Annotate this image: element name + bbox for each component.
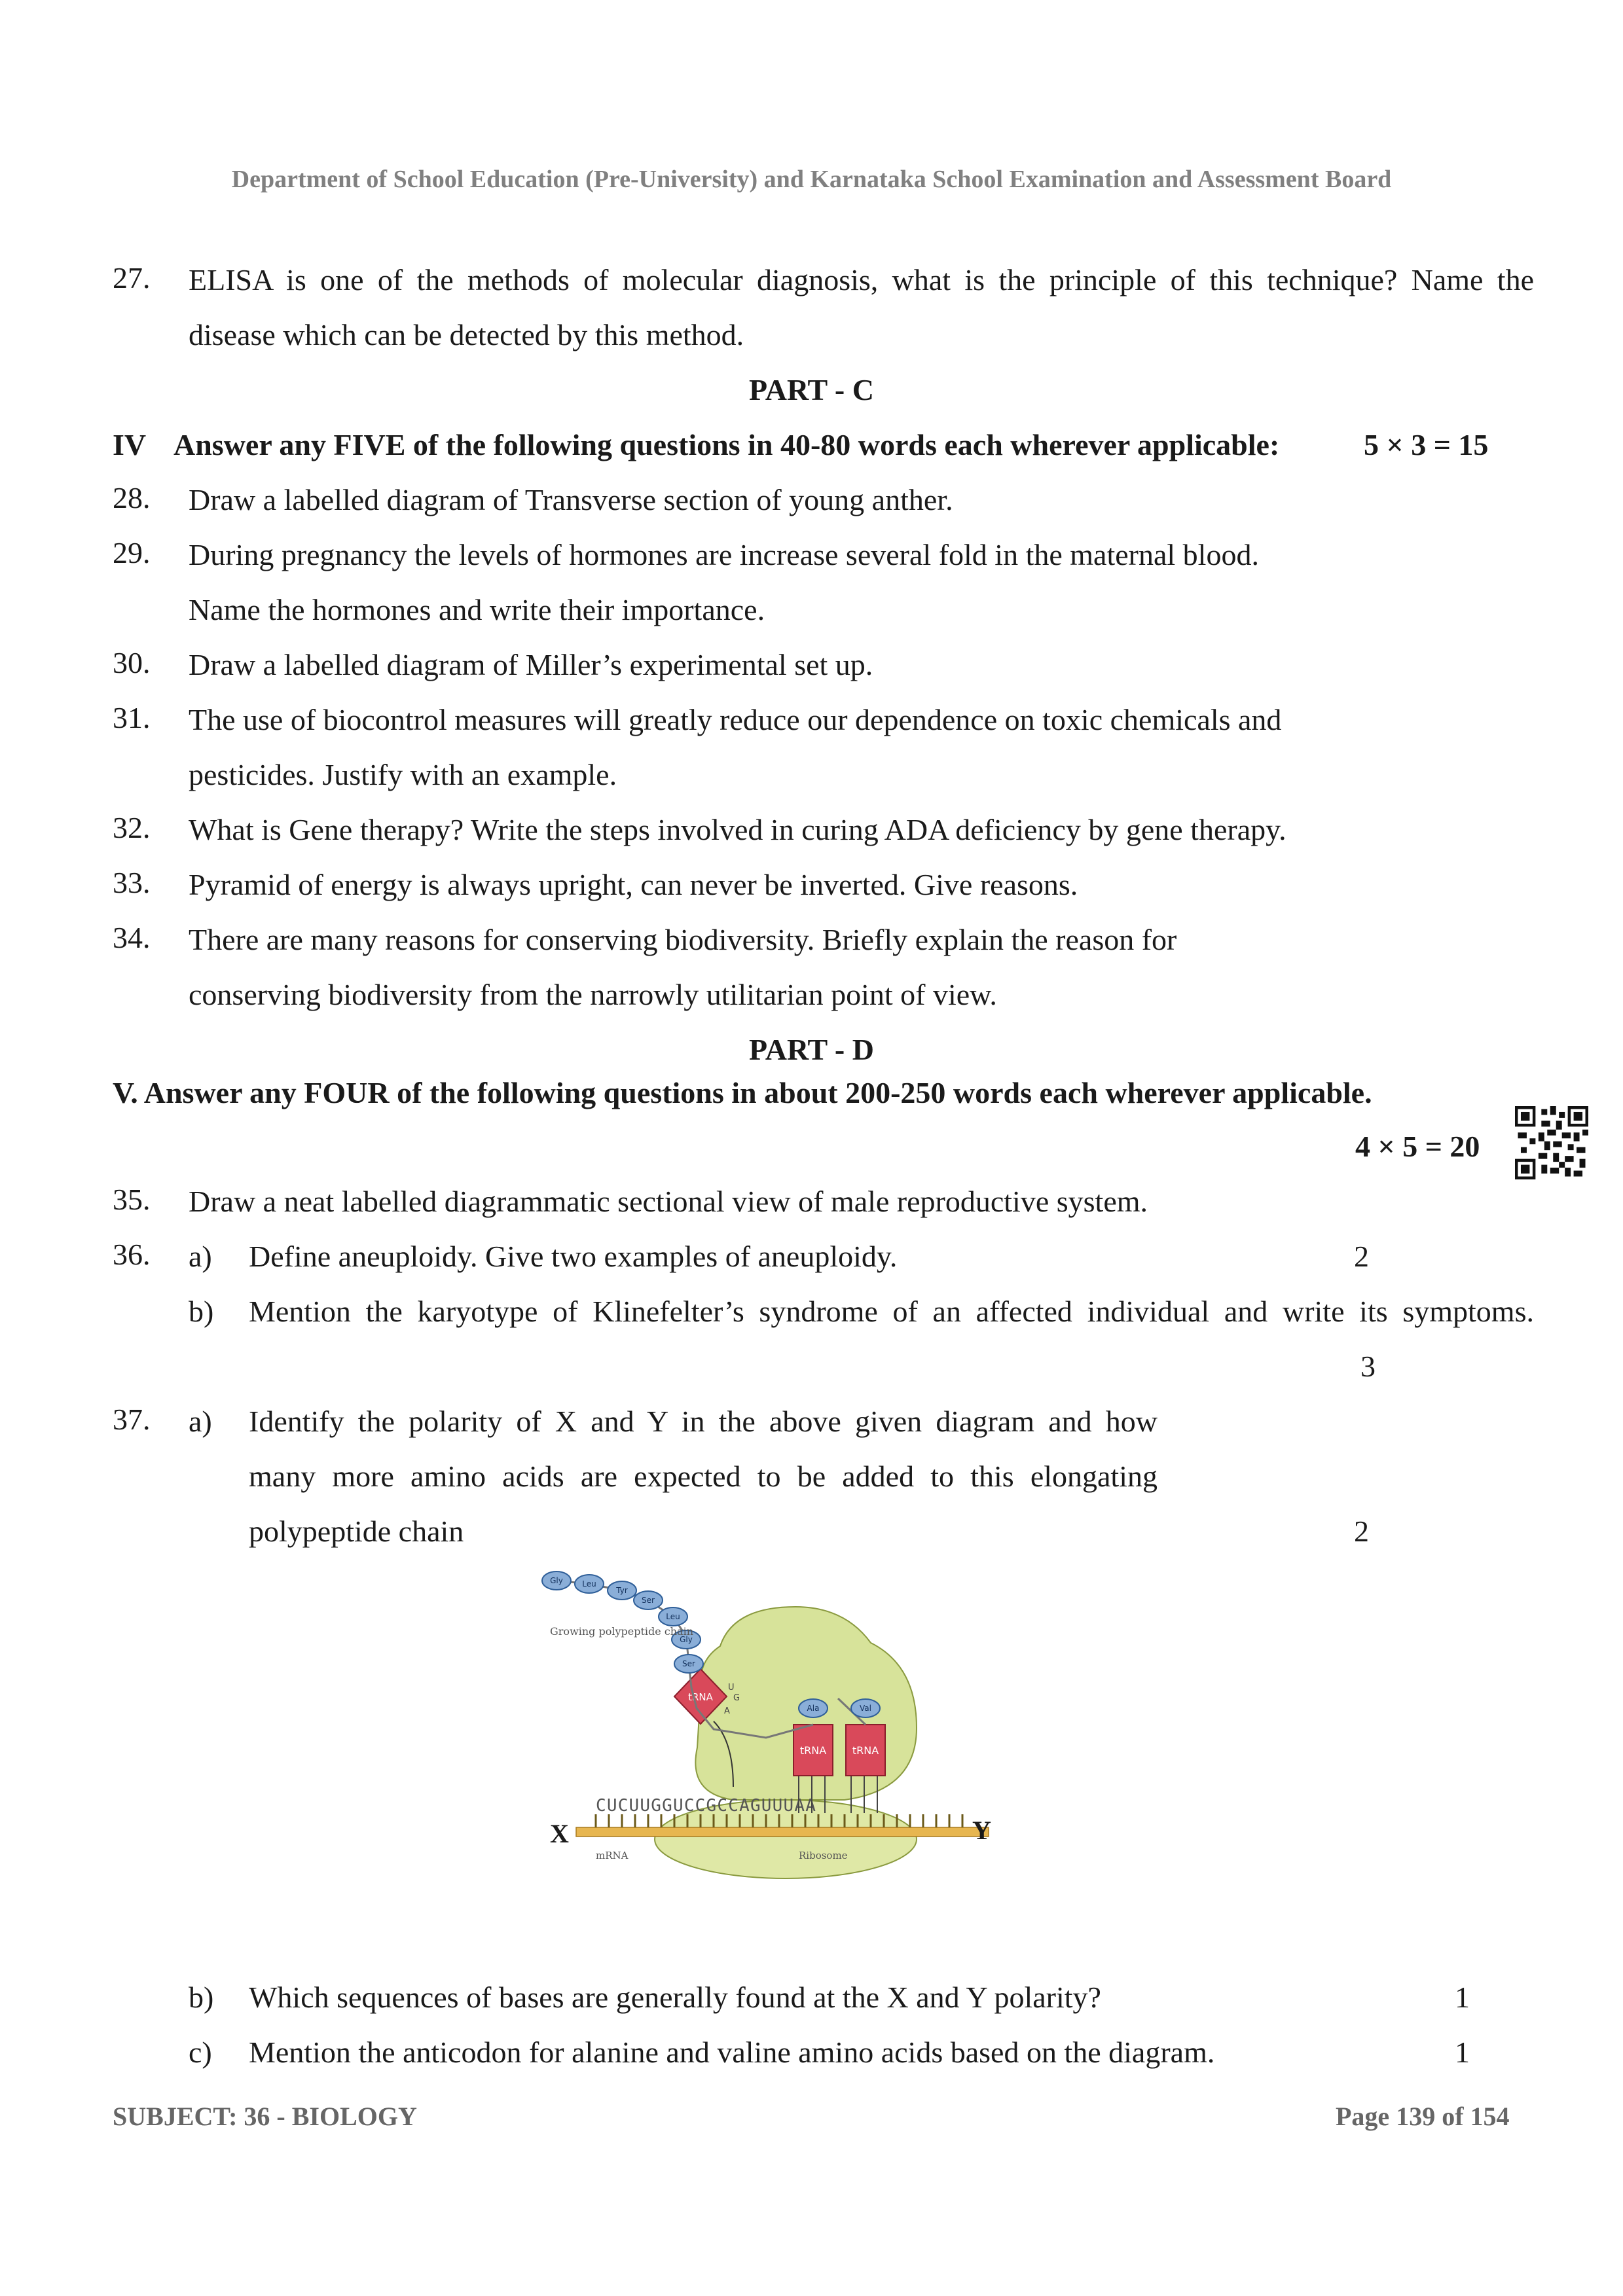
question-37-a-line-1: Identify the polarity of X and Y in the above given diagram and how xyxy=(249,1405,1158,1438)
question-37-c-text: Mention the anticodon for alanine and valine amino acids based on the diagram. xyxy=(249,2036,1215,2069)
question-number-33: 33. xyxy=(113,866,151,899)
question-34-line-2: conserving biodiversity from the narrowly utilitarian point of view. xyxy=(189,978,997,1011)
mrna-label: mRNA xyxy=(596,1850,629,1861)
amino-acid-label-6: Gly xyxy=(680,1635,693,1644)
question-36-b-text: Mention the karyotype of Klinefelter’s syndrome of an affected individual and write its symptoms. xyxy=(249,1295,1534,1328)
question-27-line-2: disease which can be detected by this method. xyxy=(189,318,744,351)
translation-diagram xyxy=(537,1551,1008,1898)
question-36-b-marks: 3 xyxy=(1360,1350,1376,1383)
amino-acid-label-8: Ala xyxy=(807,1704,820,1713)
question-32-text: What is Gene therapy? Write the steps involved in curing ADA deficiency by gene therapy. xyxy=(189,813,1286,846)
question-31-line-1: The use of biocontrol measures will greatly reduce our dependence on toxic chemicals and xyxy=(189,703,1282,736)
free-trna-label: tRNA xyxy=(688,1691,713,1703)
question-number-30: 30. xyxy=(113,646,151,679)
footer-page-number: Page 139 of 154 xyxy=(1336,2102,1510,2131)
board-header: Department of School Education (Pre-University) and Karnataka School Examination and Assessment Board xyxy=(231,166,1392,193)
question-37-b-text: Which sequences of bases are generally found at the X and Y polarity? xyxy=(249,1981,1101,2014)
question-37-a-line-2: many more amino acids are expected to be added to this elongating xyxy=(249,1460,1158,1493)
amino-acid-label-5: Leu xyxy=(666,1612,680,1621)
amino-acid-label-9: Val xyxy=(860,1704,871,1713)
amino-acid-label-4: Ser xyxy=(642,1596,655,1605)
part-c-marks: 5 × 3 = 15 xyxy=(1364,428,1489,461)
trna-label-right: tRNA xyxy=(852,1744,879,1757)
question-37-a-marks: 2 xyxy=(1354,1515,1369,1548)
question-27-line-1: ELISA is one of the methods of molecular diagnosis, what is the principle of this technique? Name the xyxy=(189,263,1534,296)
amino-acid-label-7: Ser xyxy=(682,1659,695,1668)
question-number-29: 29. xyxy=(113,536,151,569)
part-d-instruction: V. Answer any FOUR of the following questions in about 200-250 words each wherever applicable. xyxy=(113,1076,1372,1109)
question-number-32: 32. xyxy=(113,811,151,844)
free-trna-base-3: A xyxy=(724,1706,730,1716)
question-37-a-label: a) xyxy=(189,1405,212,1438)
mrna-strand xyxy=(576,1827,989,1837)
question-30-text: Draw a labelled diagram of Miller’s experimental set up. xyxy=(189,648,873,681)
question-36-a-marks: 2 xyxy=(1354,1240,1369,1273)
trna-label-left: tRNA xyxy=(799,1744,827,1757)
question-number-35: 35. xyxy=(113,1183,151,1216)
question-37-b-marks: 1 xyxy=(1455,1981,1470,2014)
question-number-37: 37. xyxy=(113,1403,151,1436)
question-37-c-marks: 1 xyxy=(1455,2036,1470,2069)
part-d-title: PART - D xyxy=(749,1033,874,1066)
part-d-marks: 4 × 5 = 20 xyxy=(1355,1130,1480,1163)
mrna-codon-letters: CUCUUGGUCCGCCAGUUUAA xyxy=(596,1796,817,1816)
question-36-a-label: a) xyxy=(189,1240,212,1273)
question-29-line-1: During pregnancy the levels of hormones are increase several fold in the maternal blood. xyxy=(189,538,1259,571)
amino-acid-label-1: Gly xyxy=(550,1576,563,1585)
question-number-27: 27. xyxy=(113,261,151,295)
question-36-b-label: b) xyxy=(189,1295,214,1328)
amino-acid-label-2: Leu xyxy=(582,1579,596,1588)
question-36-a-text: Define aneuploidy. Give two examples of aneuploidy. xyxy=(249,1240,898,1273)
free-trna-base-2: G xyxy=(733,1693,740,1703)
polarity-y-label: Y xyxy=(972,1816,991,1845)
question-34-line-1: There are many reasons for conserving biodiversity. Briefly explain the reason for xyxy=(189,923,1177,956)
question-37-b-label: b) xyxy=(189,1981,214,2014)
part-c-title: PART - C xyxy=(749,373,874,406)
question-37-c-label: c) xyxy=(189,2036,212,2069)
question-28-text: Draw a labelled diagram of Transverse section of young anther. xyxy=(189,483,953,516)
question-33-text: Pyramid of energy is always upright, can never be inverted. Give reasons. xyxy=(189,868,1078,901)
question-number-31: 31. xyxy=(113,701,151,734)
chain-caption: Growing polypeptide chain xyxy=(550,1625,694,1638)
ribosome-label: Ribosome xyxy=(799,1850,848,1861)
part-c-instruction: Answer any FIVE of the following questions in 40-80 words each wherever applicable: xyxy=(173,428,1280,461)
polarity-x-label: X xyxy=(550,1819,569,1848)
question-37-a-line-3: polypeptide chain xyxy=(249,1515,464,1548)
question-number-28: 28. xyxy=(113,481,151,514)
question-29-line-2: Name the hormones and write their importance. xyxy=(189,593,765,626)
free-trna-base-1: U xyxy=(728,1683,735,1693)
question-31-line-2: pesticides. Justify with an example. xyxy=(189,758,617,791)
question-number-36: 36. xyxy=(113,1238,151,1271)
qr-code-icon xyxy=(1515,1106,1588,1179)
part-c-roman: IV xyxy=(113,428,147,461)
question-35-text: Draw a neat labelled diagrammatic sectional view of male reproductive system. xyxy=(189,1185,1148,1218)
question-number-34: 34. xyxy=(113,921,151,954)
amino-acid-label-3: Tyr xyxy=(616,1586,628,1595)
footer-subject: SUBJECT: 36 - BIOLOGY xyxy=(113,2102,417,2131)
